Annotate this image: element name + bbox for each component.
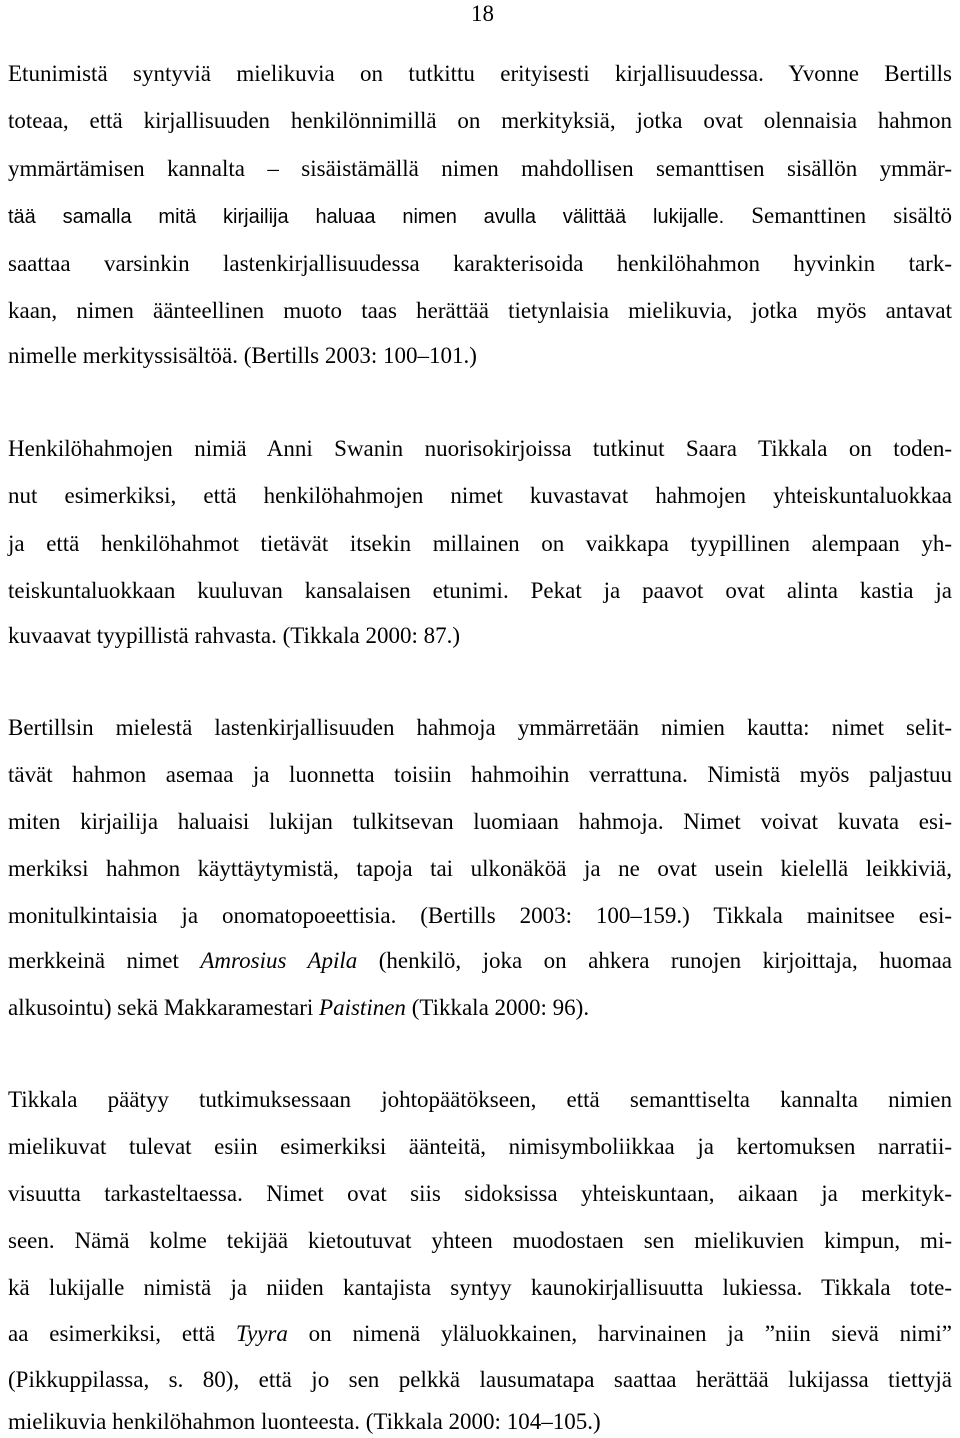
- paragraph-4-line-2: mielikuvat tulevat esiin esimerkiksi äänteitä, nimisymboliikkaa ja kertomuksen narratii-: [8, 1134, 952, 1159]
- paragraph-4-line-6: [8, 1320, 952, 1348]
- paragraph-3-line-4: merkiksi hahmon käyttäytymistä, tapoja tai ulkonäköä ja ne ovat usein kielellä leikkiviä,: [8, 856, 952, 881]
- paragraph-3-line-7-prefix: alkusointu) sekä Makkaramestari: [8, 995, 314, 1020]
- name-tyyra: Tyyra: [235, 1321, 288, 1346]
- paragraph-4-line-6-prefix: aa esimerkiksi, että: [8, 1321, 216, 1346]
- paragraph-3-line-3: miten kirjailija haluaisi lukijan tulkitsevan luomiaan hahmoja. Nimet voivat kuvata esi-: [8, 809, 952, 834]
- paragraph-4-line-1: Tikkala päätyy tutkimuksessaan johtopäätökseen, että semanttiselta kannalta nimien: [8, 1087, 952, 1112]
- paragraph-3-line-7-suffix: (Tikkala 2000: 96).: [411, 995, 590, 1020]
- paragraph-1-line-3: ymmärtämisen kannalta – sisäistämällä nimen mahdollisen semanttisen sisällön ymmär-: [8, 156, 952, 181]
- paragraph-1-line-4-tail: Semanttinen sisältö: [751, 203, 953, 228]
- paragraph-1-line-2: toteaa, että kirjallisuuden henkilönnimillä on merkityksiä, jotka ovat olennaisia hahmon: [8, 108, 952, 133]
- paragraph-1-line-5: saattaa varsinkin lastenkirjallisuudessa karakterisoida henkilöhahmon hyvinkin tark-: [8, 251, 952, 276]
- paragraph-4-line-4: seen. Nämä kolme tekijää kietoutuvat yhteen muodostaen sen mielikuvien kimpun, mi-: [8, 1228, 952, 1253]
- paragraph-4-line-5: kä lukijalle nimistä ja niiden kantajista syntyy kaunokirjallisuutta lukiessa. Tikkala tote-: [8, 1275, 952, 1300]
- paragraph-2-line-1: Henkilöhahmojen nimiä Anni Swanin nuorisokirjoissa tutkinut Saara Tikkala on toden-: [8, 436, 952, 461]
- name-amrosius-apila: Amrosius Apila: [200, 948, 358, 973]
- paragraph-3-line-2: tävät hahmon asemaa ja luonnetta toisiin hahmoihin verrattuna. Nimistä myös paljastuu: [8, 762, 952, 787]
- name-paistinen: Paistinen: [319, 995, 406, 1020]
- paragraph-2-line-4: teiskuntaluokkaan kuuluvan kansalaisen etunimi. Pekat ja paavot ovat alinta kastia ja: [8, 578, 952, 603]
- paragraph-3-line-6: [8, 947, 952, 975]
- paragraph-2-line-5: kuvaavat tyypillistä rahvasta. (Tikkala 2000: 87.): [8, 623, 461, 648]
- paragraph-1-line-4: [8, 202, 952, 230]
- paragraph-2-line-3: ja että henkilöhahmot tietävät itsekin millainen on vaikkapa tyypillinen alempaan yh-: [8, 531, 952, 556]
- paragraph-1-line-7: nimelle merkityssisältöä. (Bertills 2003: 100–101.): [8, 343, 477, 368]
- paragraph-1-line-4-text: tää samalla mitä kirjailija haluaa nimen avulla välittää lukijalle.: [8, 206, 725, 228]
- page-number: 18: [471, 1, 494, 26]
- paragraph-1-line-6: kaan, nimen äänteellinen muoto taas herättää tietynlaisia mielikuvia, jotka myös antavat: [8, 298, 952, 323]
- paragraph-3-line-6-prefix: merkkeinä nimet: [8, 948, 179, 973]
- paragraph-4-line-8: mielikuvia henkilöhahmon luonteesta. (Tikkala 2000: 104–105.): [8, 1409, 601, 1434]
- paragraph-3-line-1: Bertillsin mielestä lastenkirjallisuuden hahmoja ymmärretään nimien kautta: nimet selit-: [8, 715, 952, 740]
- paragraph-3-line-5: monitulkintaisia ja onomatopoeettisia. (Bertills 2003: 100–159.) Tikkala mainitsee esi-: [8, 903, 952, 928]
- paragraph-4-line-3: visuutta tarkasteltaessa. Nimet ovat siis sidoksissa yhteiskuntaan, aikaan ja merkityk-: [8, 1181, 952, 1206]
- paragraph-3-line-7: [8, 994, 952, 1022]
- paragraph-2-line-2: nut esimerkiksi, että henkilöhahmojen nimet kuvastavat hahmojen yhteiskuntaluokkaa: [8, 483, 952, 508]
- paragraph-4-line-7: (Pikkuppilassa, s. 80), että jo sen pelkkä lausumatapa saattaa herättää lukijassa tiettyjä: [8, 1367, 952, 1392]
- paragraph-3-line-6-suffix: (henkilö, joka on ahkera runojen kirjoittaja, huomaa: [378, 948, 953, 973]
- paragraph-1-line-1: Etunimistä syntyviä mielikuvia on tutkittu erityisesti kirjallisuudessa. Yvonne Bertills: [8, 61, 952, 86]
- paragraph-4-line-6-suffix: on nimenä yläluokkainen, harvinainen ja ”niin sievä nimi”: [308, 1321, 952, 1346]
